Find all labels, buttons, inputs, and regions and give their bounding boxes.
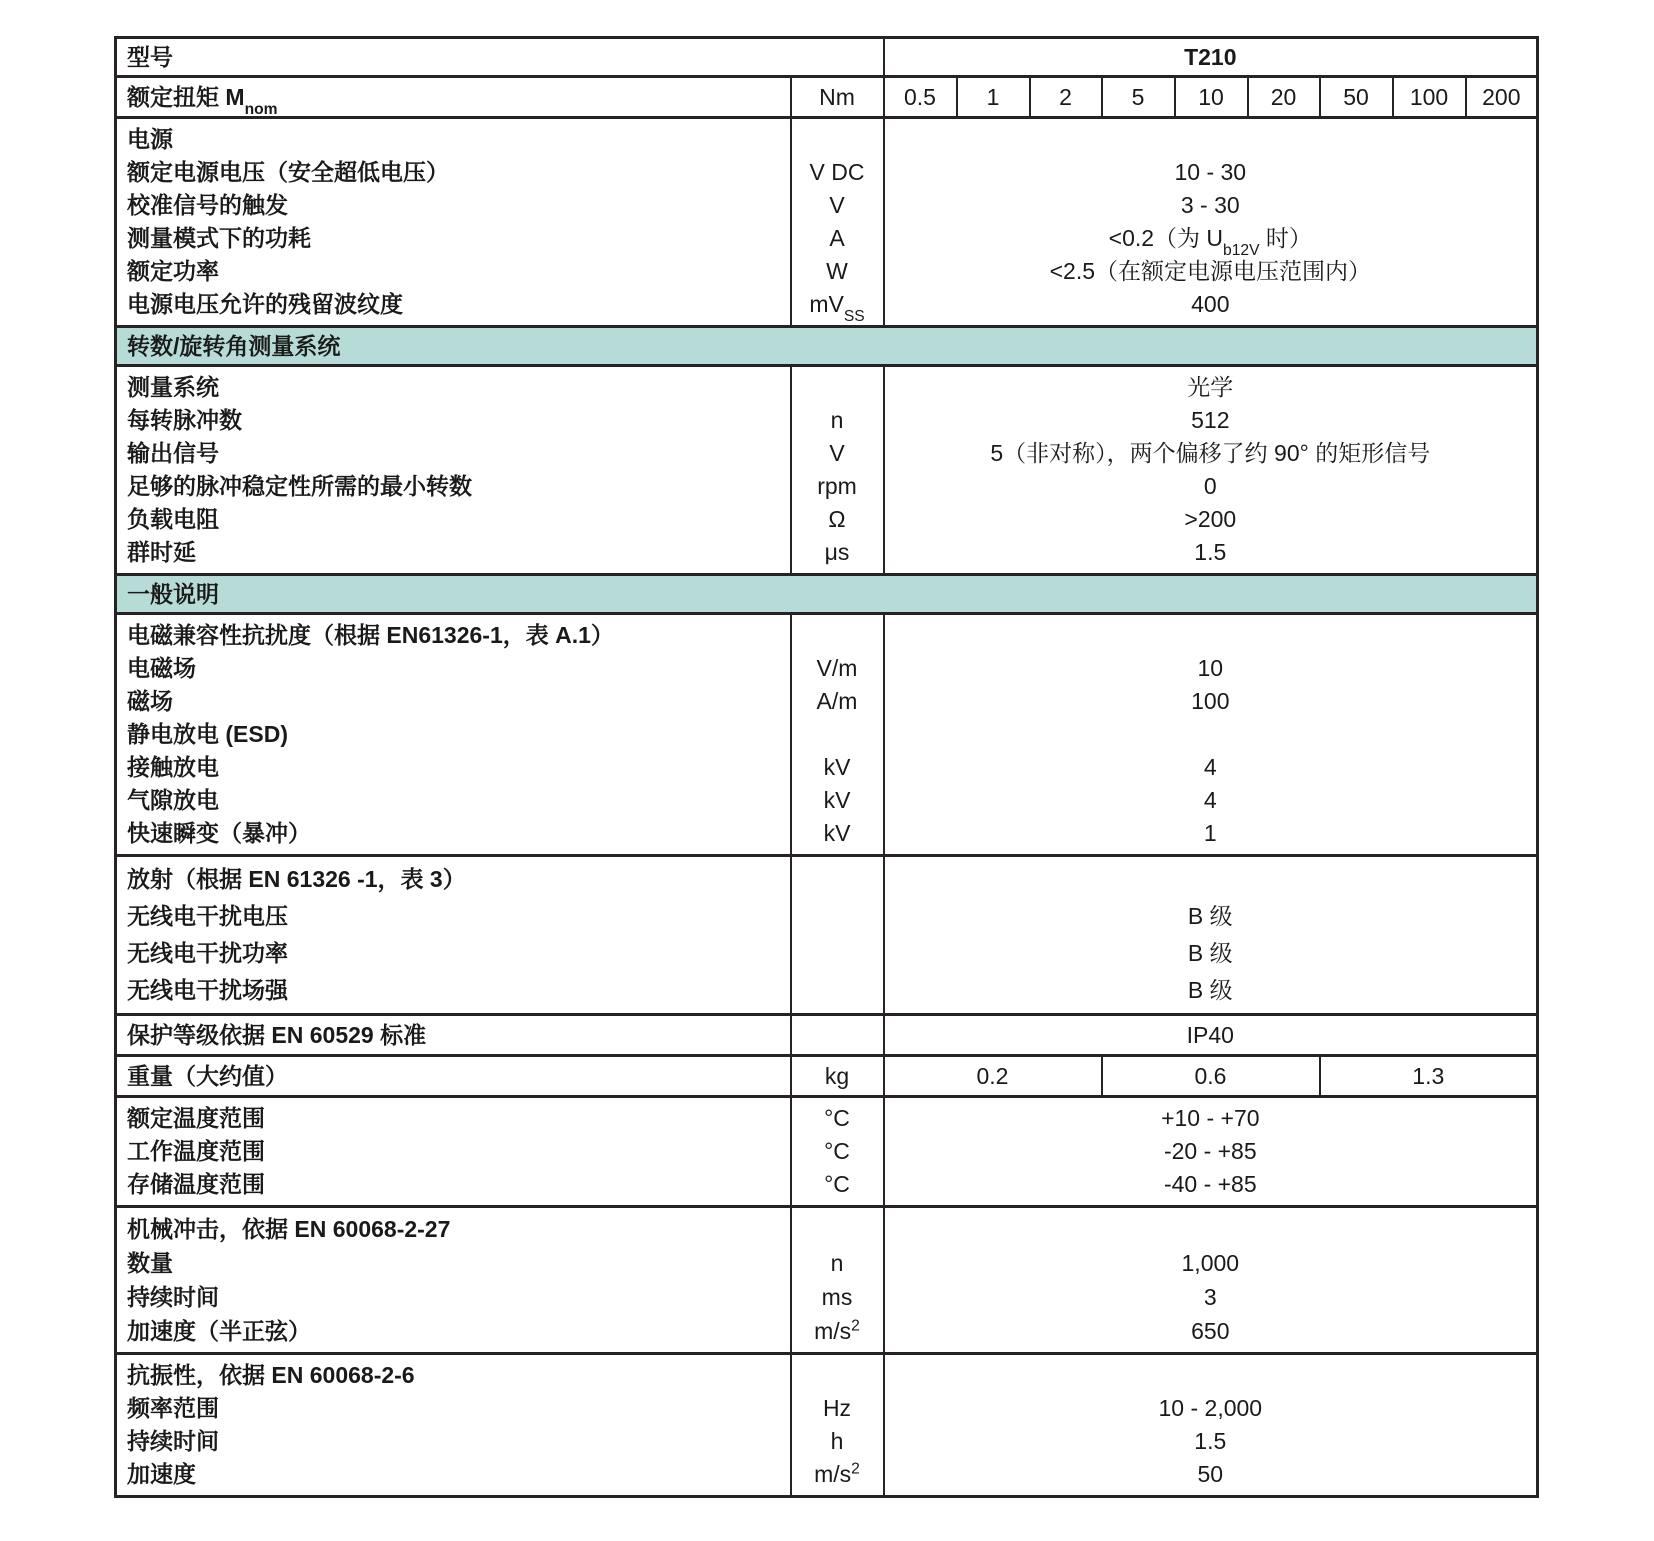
spec-value: 光学	[1187, 374, 1234, 400]
spec-label-stack	[116, 1207, 791, 1354]
spec-row	[116, 1015, 1538, 1056]
spec-unit: rpm	[817, 473, 857, 499]
torque-unit: Nm	[791, 77, 884, 118]
model-value: T210	[884, 38, 1538, 77]
spec-unit: °C	[824, 1171, 850, 1197]
spec-value-stack	[884, 856, 1538, 1015]
spec-value-stack	[884, 1097, 1538, 1207]
spec-unit-stack	[791, 1207, 884, 1354]
spec-unit: $m/s^2$	[814, 1460, 860, 1487]
spec-label: 放射（根据 EN 61326 -1，表 3）	[127, 866, 466, 892]
spec-value: 3 - 30	[1180, 192, 1240, 218]
spec-value: IP40	[884, 1015, 1538, 1056]
torque-value: 1	[957, 77, 1030, 118]
spec-value: 1.5	[1194, 1428, 1227, 1454]
spec-unit	[792, 371, 883, 404]
spec-value: 10	[1197, 655, 1224, 681]
spec-label: 快速瞬变（暴冲）	[127, 820, 311, 846]
spec-unit: n	[830, 1250, 844, 1276]
spec-label: 负载电阻	[127, 506, 219, 532]
spec-label: 加速度	[127, 1461, 196, 1487]
weight-value: 0.2	[884, 1056, 1102, 1097]
torque-value: 20	[1248, 77, 1320, 118]
weight-value: 0.6	[1102, 1056, 1320, 1097]
spec-unit: h	[830, 1428, 844, 1454]
torque-header-row	[116, 77, 1538, 118]
spec-value: 400	[1191, 291, 1230, 317]
spec-unit: kg	[791, 1056, 884, 1097]
spec-block-row	[116, 1354, 1538, 1497]
torque-value: 2	[1030, 77, 1102, 118]
spec-label: 测量模式下的功耗	[127, 225, 311, 251]
spec-unit: μs	[824, 539, 850, 565]
spec-value: 1.5	[1194, 539, 1227, 565]
spec-label: 额定功率	[127, 258, 219, 284]
spec-unit: $mV_{SS}$	[809, 291, 865, 325]
section-header-row	[116, 327, 1538, 366]
spec-label-stack	[116, 118, 791, 327]
spec-value: 5（非对称），两个偏移了约 90° 的矩形信号	[990, 440, 1431, 466]
spec-unit: ms	[821, 1284, 853, 1310]
model-row	[116, 38, 1538, 77]
spec-unit: V	[829, 440, 845, 466]
spec-unit: A/m	[816, 688, 858, 714]
spec-label: 存储温度范围	[127, 1171, 265, 1197]
spec-label-stack	[116, 366, 791, 575]
spec-value: <2.5（在额定电源电压范围内）	[1049, 258, 1371, 284]
spec-unit	[792, 972, 883, 1009]
torque-value: 5	[1102, 77, 1175, 118]
spec-value: 650	[1191, 1318, 1230, 1344]
spec-unit	[792, 1359, 883, 1392]
spec-value: B 级	[1187, 903, 1233, 929]
spec-unit: V DC	[809, 159, 865, 185]
spec-value	[885, 1359, 1537, 1392]
spec-label: 抗振性，依据 EN 60068-2-6	[127, 1362, 415, 1388]
spec-block-row	[116, 1097, 1538, 1207]
section-title: 一般说明	[116, 575, 1538, 614]
spec-unit: n	[830, 407, 844, 433]
spec-label: 工作温度范围	[127, 1138, 265, 1164]
spec-label: 保护等级依据 EN 60529 标准	[116, 1015, 791, 1056]
spec-unit	[792, 898, 883, 935]
spec-value	[885, 123, 1537, 156]
spec-unit: kV	[823, 754, 851, 780]
spec-label: 磁场	[127, 688, 173, 714]
spec-label: 额定温度范围	[127, 1105, 265, 1131]
spec-unit: °C	[824, 1138, 850, 1164]
spec-value: B 级	[1187, 940, 1233, 966]
spec-block-row	[116, 366, 1538, 575]
weight-row	[116, 1056, 1538, 1097]
spec-label: 每转脉冲数	[127, 407, 242, 433]
spec-block-row	[116, 118, 1538, 327]
spec-value: +10 - +70	[1161, 1105, 1260, 1131]
torque-label: 额定扭矩 $M_{nom}$	[116, 77, 791, 118]
spec-value: 100	[1191, 688, 1230, 714]
spec-label: 电源电压允许的残留波纹度	[127, 291, 403, 317]
spec-unit-stack	[791, 1097, 884, 1207]
spec-value: >200	[1184, 506, 1237, 532]
spec-value: 1,000	[1181, 1250, 1240, 1276]
spec-label: 群时延	[127, 539, 196, 565]
spec-unit: V	[829, 192, 845, 218]
spec-unit	[791, 1015, 884, 1056]
spec-unit: W	[826, 258, 848, 284]
spec-value	[885, 861, 1537, 898]
spec-unit-stack	[791, 614, 884, 856]
spec-label: 持续时间	[127, 1428, 219, 1454]
spec-value: 4	[1203, 754, 1217, 780]
spec-unit: Ω	[828, 506, 846, 532]
spec-label: 静电放电 (ESD)	[127, 721, 288, 747]
spec-value	[885, 1212, 1537, 1246]
spec-value: 10 - 30	[1174, 159, 1247, 185]
spec-unit: kV	[823, 820, 851, 846]
spec-unit: A	[829, 225, 845, 251]
torque-value: 10	[1175, 77, 1248, 118]
spec-label: 电源	[127, 126, 173, 152]
spec-label: 无线电干扰功率	[127, 940, 288, 966]
section-title: 转数/旋转角测量系统	[116, 327, 1538, 366]
datasheet-page	[114, 36, 1539, 1498]
spec-value: 1	[1203, 820, 1217, 846]
weight-value: 1.3	[1320, 1056, 1538, 1097]
spec-value: 512	[1191, 407, 1230, 433]
spec-table-body	[116, 38, 1538, 1497]
spec-unit	[792, 123, 883, 156]
spec-label: 无线电干扰场强	[127, 977, 288, 1003]
spec-value: 50	[1197, 1461, 1224, 1487]
spec-value	[885, 619, 1537, 652]
torque-value: 50	[1320, 77, 1393, 118]
spec-value: 0	[1203, 473, 1217, 499]
spec-label-stack	[116, 1097, 791, 1207]
spec-value: -40 - +85	[1163, 1171, 1257, 1197]
spec-value: -20 - +85	[1163, 1138, 1257, 1164]
spec-unit	[792, 1212, 883, 1246]
spec-label: 数量	[127, 1250, 173, 1276]
spec-table	[114, 36, 1539, 1498]
spec-label: 气隙放电	[127, 787, 219, 813]
spec-value: 4	[1203, 787, 1217, 813]
section-header-row	[116, 575, 1538, 614]
spec-unit	[792, 619, 883, 652]
spec-unit: Hz	[822, 1395, 852, 1421]
spec-label: 电磁兼容性抗扰度（根据 EN61326-1，表 A.1）	[127, 622, 614, 648]
spec-value: <0.2（为 $U_{b12V}$ 时）	[1108, 225, 1312, 259]
spec-label: 额定电源电压（安全超低电压）	[127, 159, 449, 185]
spec-unit	[792, 718, 883, 751]
spec-label: 电磁场	[127, 655, 196, 681]
spec-block-row	[116, 1207, 1538, 1354]
torque-value: 0.5	[884, 77, 957, 118]
spec-value	[885, 718, 1537, 751]
spec-unit: °C	[824, 1105, 850, 1131]
spec-label: 加速度（半正弦）	[127, 1318, 311, 1344]
spec-label: 校准信号的触发	[127, 192, 288, 218]
spec-unit-stack	[791, 366, 884, 575]
spec-value: 10 - 2,000	[1158, 1395, 1263, 1421]
spec-unit-stack	[791, 1354, 884, 1497]
spec-label: 足够的脉冲稳定性所需的最小转数	[127, 473, 472, 499]
spec-label-stack	[116, 856, 791, 1015]
spec-value-stack	[884, 614, 1538, 856]
spec-label: 无线电干扰电压	[127, 903, 288, 929]
spec-unit	[792, 935, 883, 972]
spec-value: 3	[1203, 1284, 1217, 1310]
spec-value: B 级	[1187, 977, 1233, 1003]
torque-value: 200	[1466, 77, 1538, 118]
spec-unit	[792, 861, 883, 898]
spec-unit: V/m	[816, 655, 858, 681]
torque-value: 100	[1393, 77, 1466, 118]
model-label: 型号	[116, 38, 884, 77]
spec-label-stack	[116, 1354, 791, 1497]
spec-label: 持续时间	[127, 1284, 219, 1310]
spec-unit-stack	[791, 118, 884, 327]
spec-label-stack	[116, 614, 791, 856]
spec-label: 频率范围	[127, 1395, 219, 1421]
spec-value-stack	[884, 1207, 1538, 1354]
spec-label: 测量系统	[127, 374, 219, 400]
spec-value-stack	[884, 1354, 1538, 1497]
spec-block-row	[116, 614, 1538, 856]
spec-unit: kV	[823, 787, 851, 813]
spec-label: 输出信号	[127, 440, 219, 466]
spec-value-stack	[884, 366, 1538, 575]
spec-label: 机械冲击，依据 EN 60068-2-27	[127, 1216, 451, 1242]
spec-unit: $m/s^2$	[814, 1317, 860, 1344]
spec-label: 重量（大约值）	[116, 1056, 791, 1097]
spec-block-row	[116, 856, 1538, 1015]
spec-unit-stack	[791, 856, 884, 1015]
spec-label: 接触放电	[127, 754, 219, 780]
spec-value-stack	[884, 118, 1538, 327]
